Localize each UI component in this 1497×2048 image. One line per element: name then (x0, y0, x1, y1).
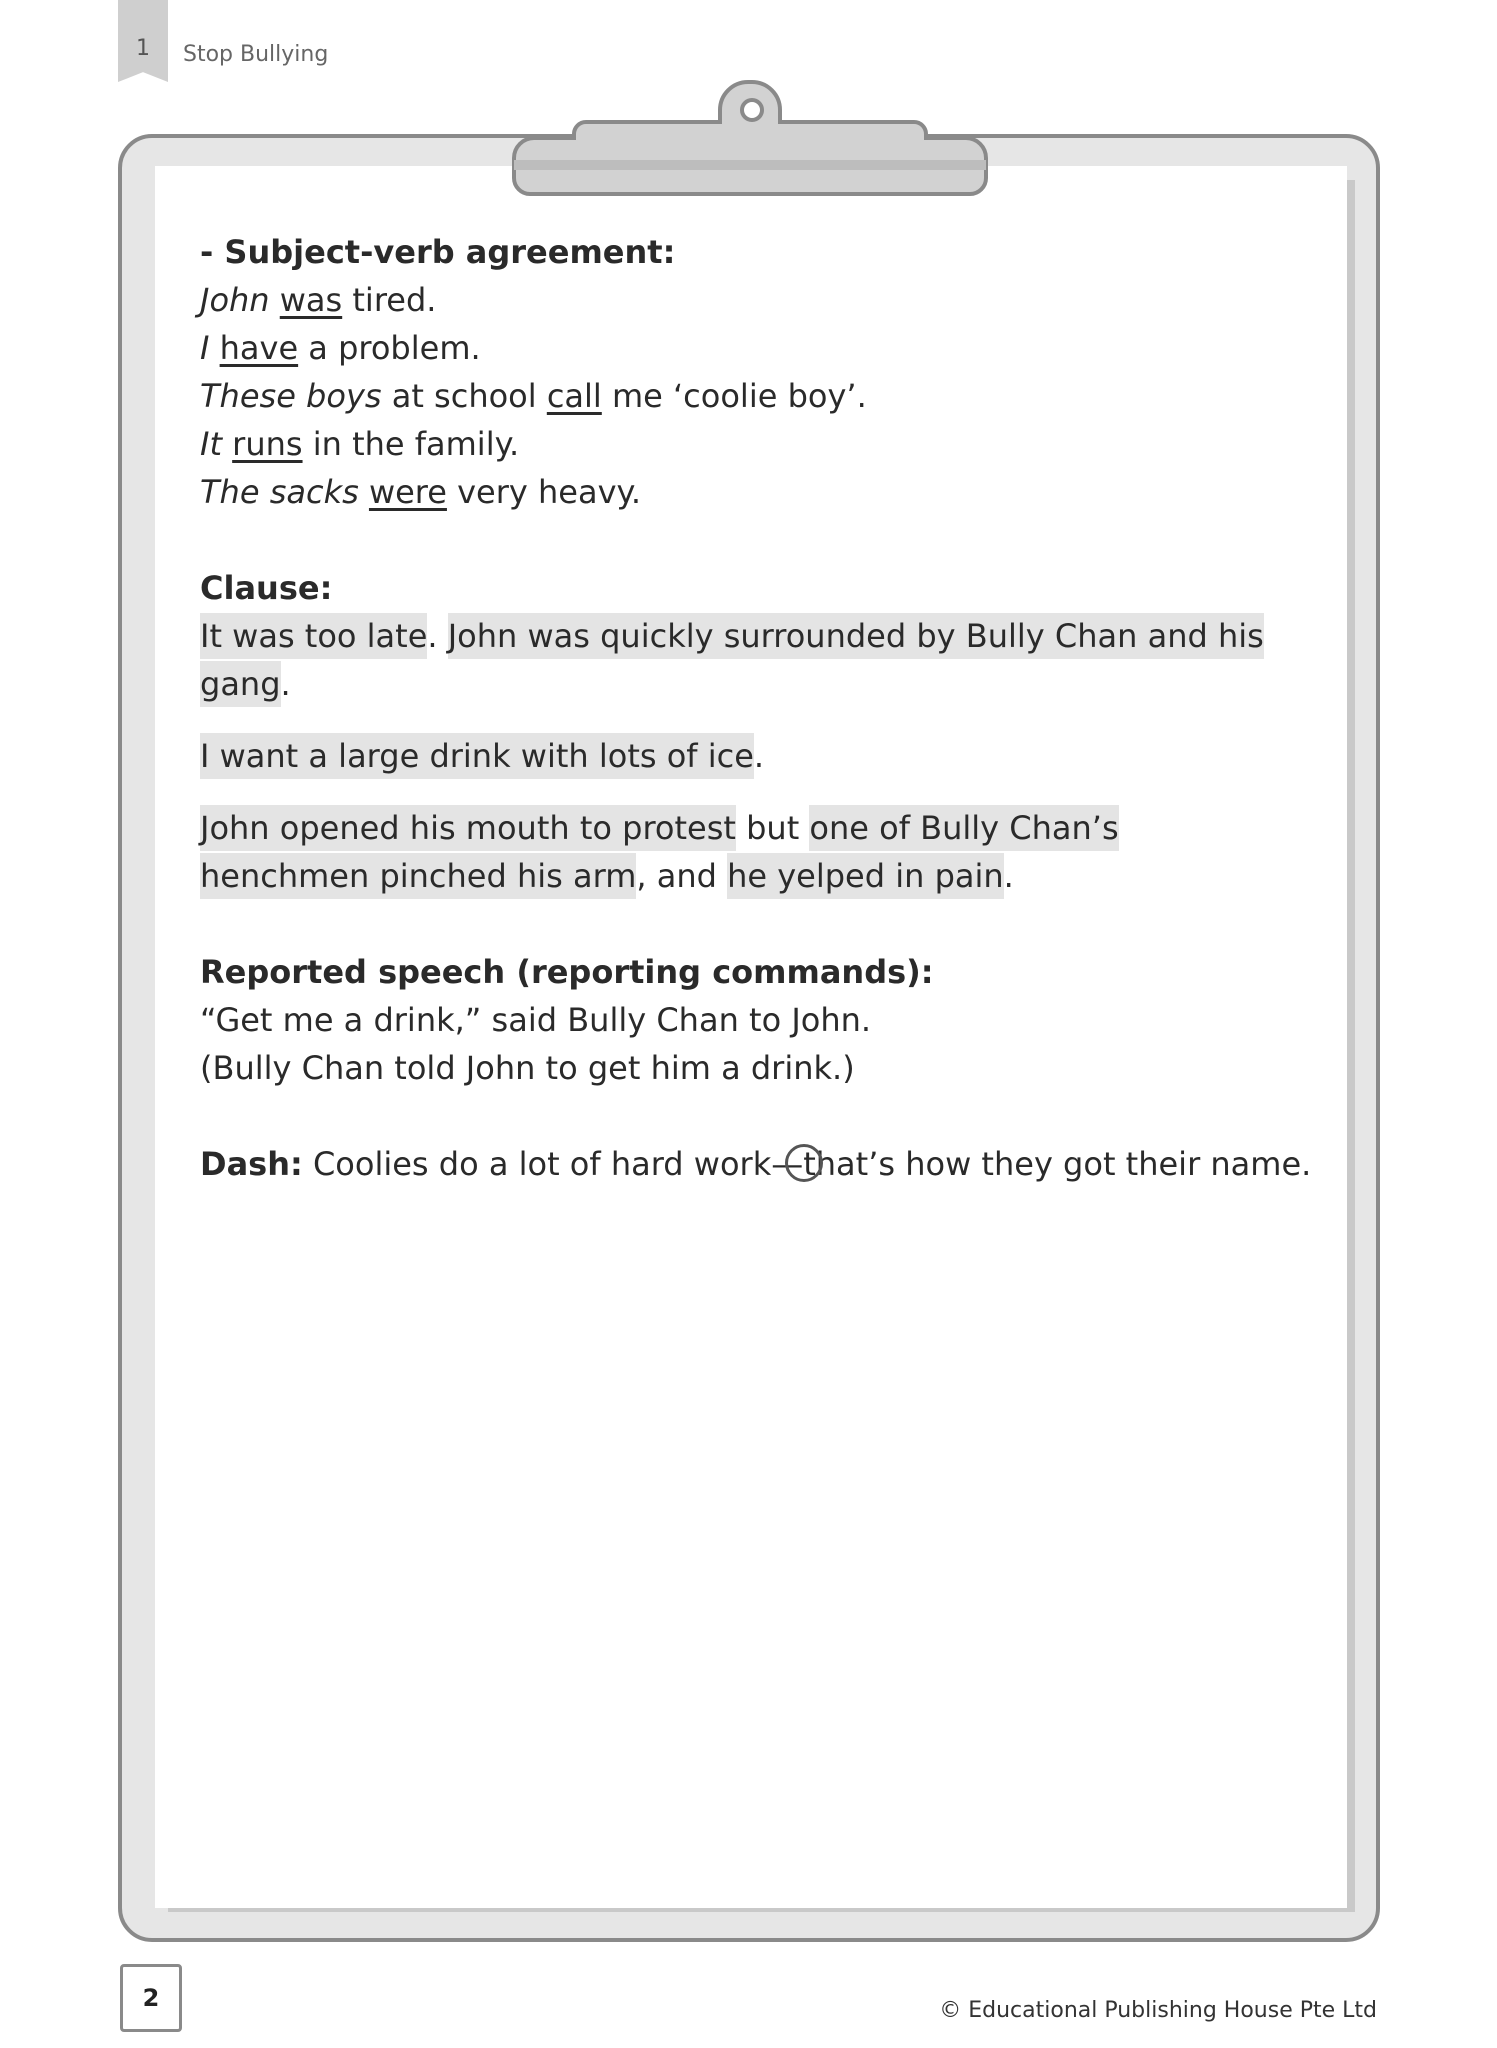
reported-speech-heading: Reported speech (reporting commands): (200, 953, 934, 991)
clause-heading: Clause: (200, 569, 333, 607)
clause-plain: but (735, 809, 810, 847)
sentence-rest: in the family. (302, 425, 520, 463)
clause-example-3-line-2 (200, 852, 1320, 900)
clause-plain: . (280, 665, 291, 703)
sva-heading: - Subject-verb agreement: (200, 233, 676, 271)
verb: were (368, 473, 447, 511)
sentence-rest: me ‘coolie boy’. (601, 377, 867, 415)
dash-before: Coolies do a lot of hard work (302, 1145, 772, 1183)
subject: The sacks (200, 473, 359, 511)
subject: It (200, 425, 222, 463)
clause-highlight: I want a large drink with lots of ice (200, 733, 754, 779)
clause-highlight: John was quickly surrounded by Bully Chan and his (448, 613, 1264, 659)
subject: John (200, 281, 270, 319)
sva-line-4 (200, 420, 1320, 468)
clause-plain: . (1003, 857, 1014, 895)
clause-highlight: John opened his mouth to protest (200, 805, 736, 851)
dash-after: that’s how they got their name. (803, 1145, 1312, 1183)
clipboard-clip-icon (490, 78, 1010, 198)
sva-line-5 (200, 468, 1320, 516)
clause-example-1-line-1 (200, 612, 1320, 660)
clause-highlight: henchmen pinched his arm (200, 853, 636, 899)
clause-example-3-line-1 (200, 804, 1320, 852)
clause-highlight: one of Bully Chan’s (809, 805, 1118, 851)
clause-plain: . (427, 617, 448, 655)
page-number: 2 (142, 1984, 160, 2012)
sentence-rest: tired. (342, 281, 437, 319)
sva-line-3 (200, 372, 1320, 420)
subject: I (200, 329, 210, 367)
worksheet-content (200, 228, 1320, 1188)
sva-line-2 (200, 324, 1320, 372)
dash-example (200, 1140, 1320, 1188)
clause-plain: , and (636, 857, 728, 895)
copyright-notice: © Educational Publishing House Pte Ltd (939, 1998, 1377, 2023)
chapter-title: Stop Bullying (183, 42, 329, 67)
chapter-number: 1 (136, 36, 150, 61)
verb: call (546, 377, 602, 415)
sentence-rest: very heavy. (446, 473, 642, 511)
dash-circle-mark (785, 1144, 823, 1182)
verb: runs (232, 425, 303, 463)
dash-label: Dash: (200, 1145, 303, 1183)
sentence-rest: a problem. (298, 329, 481, 367)
clause-highlight: he yelped in pain (727, 853, 1004, 899)
subject: These boys (200, 377, 382, 415)
clause-example-1-line-2 (200, 660, 1320, 708)
reported-speech-line-2: (Bully Chan told John to get him a drink.) (200, 1049, 855, 1087)
clause-highlight: gang (200, 661, 281, 707)
verb: have (219, 329, 299, 367)
dash-char: — (771, 1145, 804, 1183)
sentence-middle: at school (381, 377, 547, 415)
clause-highlight: It was too late (200, 613, 427, 659)
sva-line-1 (200, 276, 1320, 324)
clause-plain: . (753, 737, 765, 775)
reported-speech-line-1: “Get me a drink,” said Bully Chan to John. (200, 1001, 872, 1039)
verb: was (279, 281, 343, 319)
clause-example-2 (200, 732, 1320, 780)
